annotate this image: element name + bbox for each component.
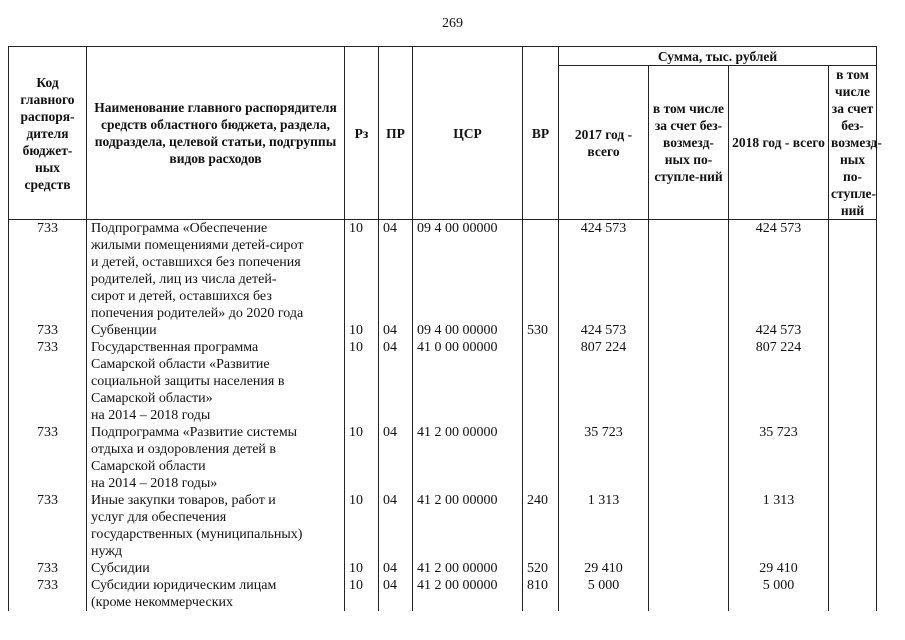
cell-2018-total: 5 000 bbox=[729, 577, 829, 611]
cell-code: 733 bbox=[9, 220, 87, 323]
cell-pr: 04 bbox=[379, 322, 413, 339]
cell-code: 733 bbox=[9, 560, 87, 577]
cell-rz: 10 bbox=[345, 339, 379, 424]
cell-vr bbox=[523, 424, 559, 492]
cell-csr: 41 2 00 00000 bbox=[413, 424, 523, 492]
cell-code: 733 bbox=[9, 492, 87, 560]
cell-2017-incl bbox=[649, 220, 729, 323]
cell-2017-total: 5 000 bbox=[559, 577, 649, 611]
cell-pr: 04 bbox=[379, 577, 413, 611]
cell-rz: 10 bbox=[345, 322, 379, 339]
header-rz: Рз bbox=[345, 47, 379, 220]
cell-csr: 41 2 00 00000 bbox=[413, 577, 523, 611]
cell-2017-incl bbox=[649, 560, 729, 577]
cell-pr: 04 bbox=[379, 492, 413, 560]
cell-rz: 10 bbox=[345, 220, 379, 323]
cell-2018-incl bbox=[829, 339, 877, 424]
header-sum: Сумма, тыс. рублей bbox=[559, 47, 877, 66]
cell-pr: 04 bbox=[379, 424, 413, 492]
cell-vr: 240 bbox=[523, 492, 559, 560]
table-row bbox=[9, 424, 877, 492]
cell-2018-total: 424 573 bbox=[729, 220, 829, 323]
cell-name: Подпрограмма «Развитие системы отдыха и оздоровления детей в Самарской области на 2014 – 2018 годы» bbox=[87, 424, 345, 492]
cell-csr: 41 0 00 00000 bbox=[413, 339, 523, 424]
cell-name: Иные закупки товаров, работ и услуг для обеспечения государственных (муниципальных) нужд bbox=[87, 492, 345, 560]
cell-name: Подпрограмма «Обеспечение жилыми помещениями детей-сирот и детей, оставшихся без попечения родителей, лиц из числа детей- сирот и детей, оставшихся без попечения родителей» до 2020 года bbox=[87, 220, 345, 323]
header-pr: ПР bbox=[379, 47, 413, 220]
cell-2017-total: 35 723 bbox=[559, 424, 649, 492]
table-row bbox=[9, 339, 877, 424]
cell-2017-total: 424 573 bbox=[559, 220, 649, 323]
header-vr: ВР bbox=[523, 47, 559, 220]
page-number: 269 bbox=[442, 16, 463, 31]
cell-code: 733 bbox=[9, 339, 87, 424]
cell-name: Субвенции bbox=[87, 322, 345, 339]
cell-2017-total: 807 224 bbox=[559, 339, 649, 424]
cell-rz: 10 bbox=[345, 560, 379, 577]
budget-table bbox=[8, 46, 882, 611]
header-2018-incl: в том числе за счет без-возмезд-ных по-ступле-ний bbox=[829, 66, 877, 220]
cell-2017-total: 1 313 bbox=[559, 492, 649, 560]
cell-2017-total: 29 410 bbox=[559, 560, 649, 577]
cell-rz: 10 bbox=[345, 424, 379, 492]
cell-2018-total: 1 313 bbox=[729, 492, 829, 560]
cell-2018-total: 424 573 bbox=[729, 322, 829, 339]
header-csr: ЦСР bbox=[413, 47, 523, 220]
cell-2018-incl bbox=[829, 424, 877, 492]
table-row bbox=[9, 560, 877, 577]
table-row bbox=[9, 322, 877, 339]
cell-2017-incl bbox=[649, 339, 729, 424]
cell-name: Субсидии юридическим лицам (кроме некоммерческих bbox=[87, 577, 345, 611]
table-header bbox=[9, 47, 882, 220]
cell-pr: 04 bbox=[379, 560, 413, 577]
header-2017-incl: в том числе за счет без-возмезд-ных по-ступле-ний bbox=[649, 66, 729, 220]
header-name: Наименование главного распорядителя средств областного бюджета, раздела, подраздела, целевой статьи, подгруппы видов расходов bbox=[87, 47, 345, 220]
cell-2017-incl bbox=[649, 322, 729, 339]
table-row bbox=[9, 492, 877, 560]
table-body bbox=[9, 220, 877, 612]
table-row bbox=[9, 220, 877, 323]
cell-2017-incl bbox=[649, 577, 729, 611]
cell-2017-incl bbox=[649, 492, 729, 560]
table-row bbox=[9, 577, 877, 611]
cell-vr: 810 bbox=[523, 577, 559, 611]
cell-pr: 04 bbox=[379, 339, 413, 424]
cell-csr: 41 2 00 00000 bbox=[413, 492, 523, 560]
cell-2018-incl bbox=[829, 560, 877, 577]
cell-vr: 520 bbox=[523, 560, 559, 577]
cell-csr: 09 4 00 00000 bbox=[413, 322, 523, 339]
cell-vr bbox=[523, 220, 559, 323]
cell-code: 733 bbox=[9, 424, 87, 492]
header-2018-total: 2018 год - всего bbox=[729, 66, 829, 220]
cell-pr: 04 bbox=[379, 220, 413, 323]
cell-name: Государственная программа Самарской области «Развитие социальной защиты населения в Самарской области» на 2014 – 2018 годы bbox=[87, 339, 345, 424]
header-2017-total: 2017 год - всего bbox=[559, 66, 649, 220]
cell-csr: 09 4 00 00000 bbox=[413, 220, 523, 323]
cell-2017-total: 424 573 bbox=[559, 322, 649, 339]
cell-2018-total: 807 224 bbox=[729, 339, 829, 424]
cell-csr: 41 2 00 00000 bbox=[413, 560, 523, 577]
cell-2018-incl bbox=[829, 492, 877, 560]
cell-2018-incl bbox=[829, 577, 877, 611]
cell-2018-incl bbox=[829, 322, 877, 339]
cell-name: Субсидии bbox=[87, 560, 345, 577]
cell-2018-total: 29 410 bbox=[729, 560, 829, 577]
cell-vr bbox=[523, 339, 559, 424]
cell-code: 733 bbox=[9, 577, 87, 611]
cell-2018-incl bbox=[829, 220, 877, 323]
cell-vr: 530 bbox=[523, 322, 559, 339]
cell-2018-total: 35 723 bbox=[729, 424, 829, 492]
cell-2017-incl bbox=[649, 424, 729, 492]
header-code: Код главного распоря-дителя бюджет-ных средств bbox=[9, 47, 87, 220]
cell-rz: 10 bbox=[345, 492, 379, 560]
cell-rz: 10 bbox=[345, 577, 379, 611]
cell-code: 733 bbox=[9, 322, 87, 339]
